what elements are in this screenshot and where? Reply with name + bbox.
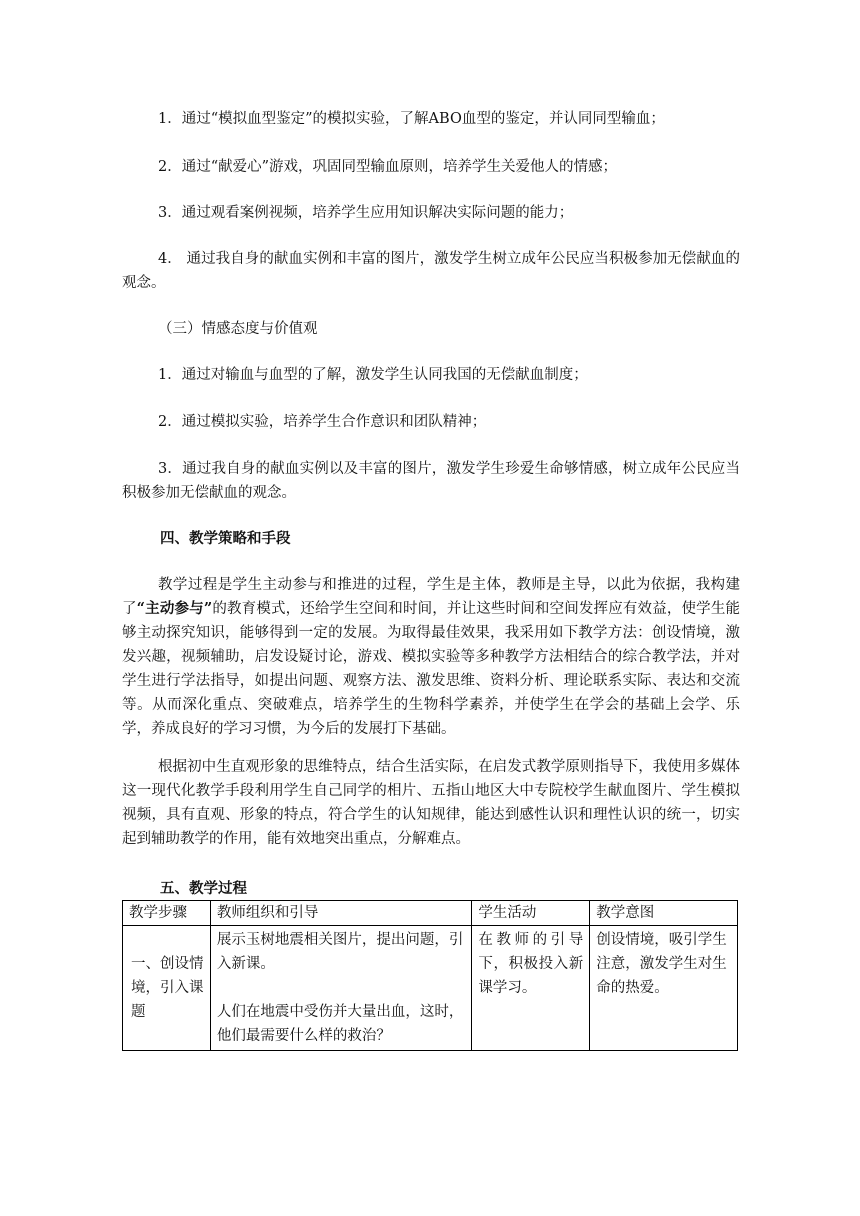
cell-student: 在教师的引导下，积极投入新课学习。 <box>472 926 590 1051</box>
header-teacher: 教师组织和引导 <box>210 901 472 926</box>
strategy-paragraph-1: 教学过程是学生主动参与和推进的过程，学生是主体，教师是主导，以此为依据，我构建了“主动参与”的教育模式，还给学生空间和时间，并让这些时间和空间发挥应有效益，使学生能够主动探究知识，能够得到一定的发展。为取得最佳效果，我采用如下教学方法：创设情境，激发兴趣，视频辅助，启发设疑讨论，游戏、模拟实验等多种教学方法相结合的综合教学法，并对学生进行学法指导，如提出问题、观察方法、激发思维、资料分析、理论联系实际、表达和交流等。从而深化重点、突破难点，培养学生的生物科学素养，并使学生在学会的基础上会学、乐学，养成良好的学习习惯，为今后的发展打下基础。 <box>122 577 741 737</box>
section4-heading: 四、教学策略和手段 <box>160 530 291 547</box>
skill-item-1: 1．通过“模拟血型鉴定”的模拟实验，了解ABO血型的鉴定，并认同同型输血； <box>158 111 665 127</box>
header-step: 教学步骤 <box>123 901 211 926</box>
active-participation-term: “主动参与” <box>136 600 213 617</box>
emotion-heading: （三）情感态度与价值观 <box>158 321 318 337</box>
teacher-text-2: 人们在地震中受伤并大量出血，这时，他们最需要什么样的救治？ <box>216 1004 464 1044</box>
cell-teacher <box>210 926 472 1051</box>
section5-heading: 五、教学过程 <box>160 880 247 897</box>
table-row <box>123 926 738 1051</box>
strategy-paragraph-2: 根据初中生直观形象的思维特点，结合生活实际，在启发式教学原则指导下，我使用多媒体这一现代化教学手段利用学生自己同学的相片、五指山地区大中专院校学生献血图片、学生模拟视频，具有直观、形象的特点，符合学生的认知规律，能达到感性认识和理性认识的统一，切实起到辅助教学的作用，能有效地突出重点，分解难点。 <box>122 759 740 847</box>
emotion-item-3: 3．通过我自身的献血实例以及丰富的图片，激发学生珍爱生命够情感，树立成年公民应当积极参加无偿献血的观念。 <box>122 461 740 501</box>
cell-intent: 创设情境，吸引学生注意，激发学生对生命的热爱。 <box>590 926 738 1051</box>
emotion-item-1: 1．通过对输血与血型的了解，激发学生认同我国的无偿献血制度； <box>158 367 588 383</box>
skill-item-4: 4． 通过我自身的献血实例和丰富的图片，激发学生树立成年公民应当积极参加无偿献血的观念。 <box>122 251 740 291</box>
teaching-process-table <box>122 900 738 1051</box>
emotion-item-2: 2．通过模拟实验，培养学生合作意识和团队精神； <box>158 414 487 430</box>
header-student: 学生活动 <box>472 901 590 926</box>
teacher-text-1: 展示玉树地震相关图片，提出问题，引入新课。 <box>216 932 464 972</box>
skill-item-3: 3．通过观看案例视频，培养学生应用知识解决实际问题的能力； <box>158 205 574 221</box>
skill-item-2: 2．通过“献爱心”游戏，巩固同型输血原则，培养学生关爱他人的情感； <box>158 159 618 175</box>
header-intent: 教学意图 <box>590 901 738 926</box>
table-header-row <box>123 901 738 926</box>
cell-step: 一、创设情境，引入课题 <box>123 926 211 1051</box>
